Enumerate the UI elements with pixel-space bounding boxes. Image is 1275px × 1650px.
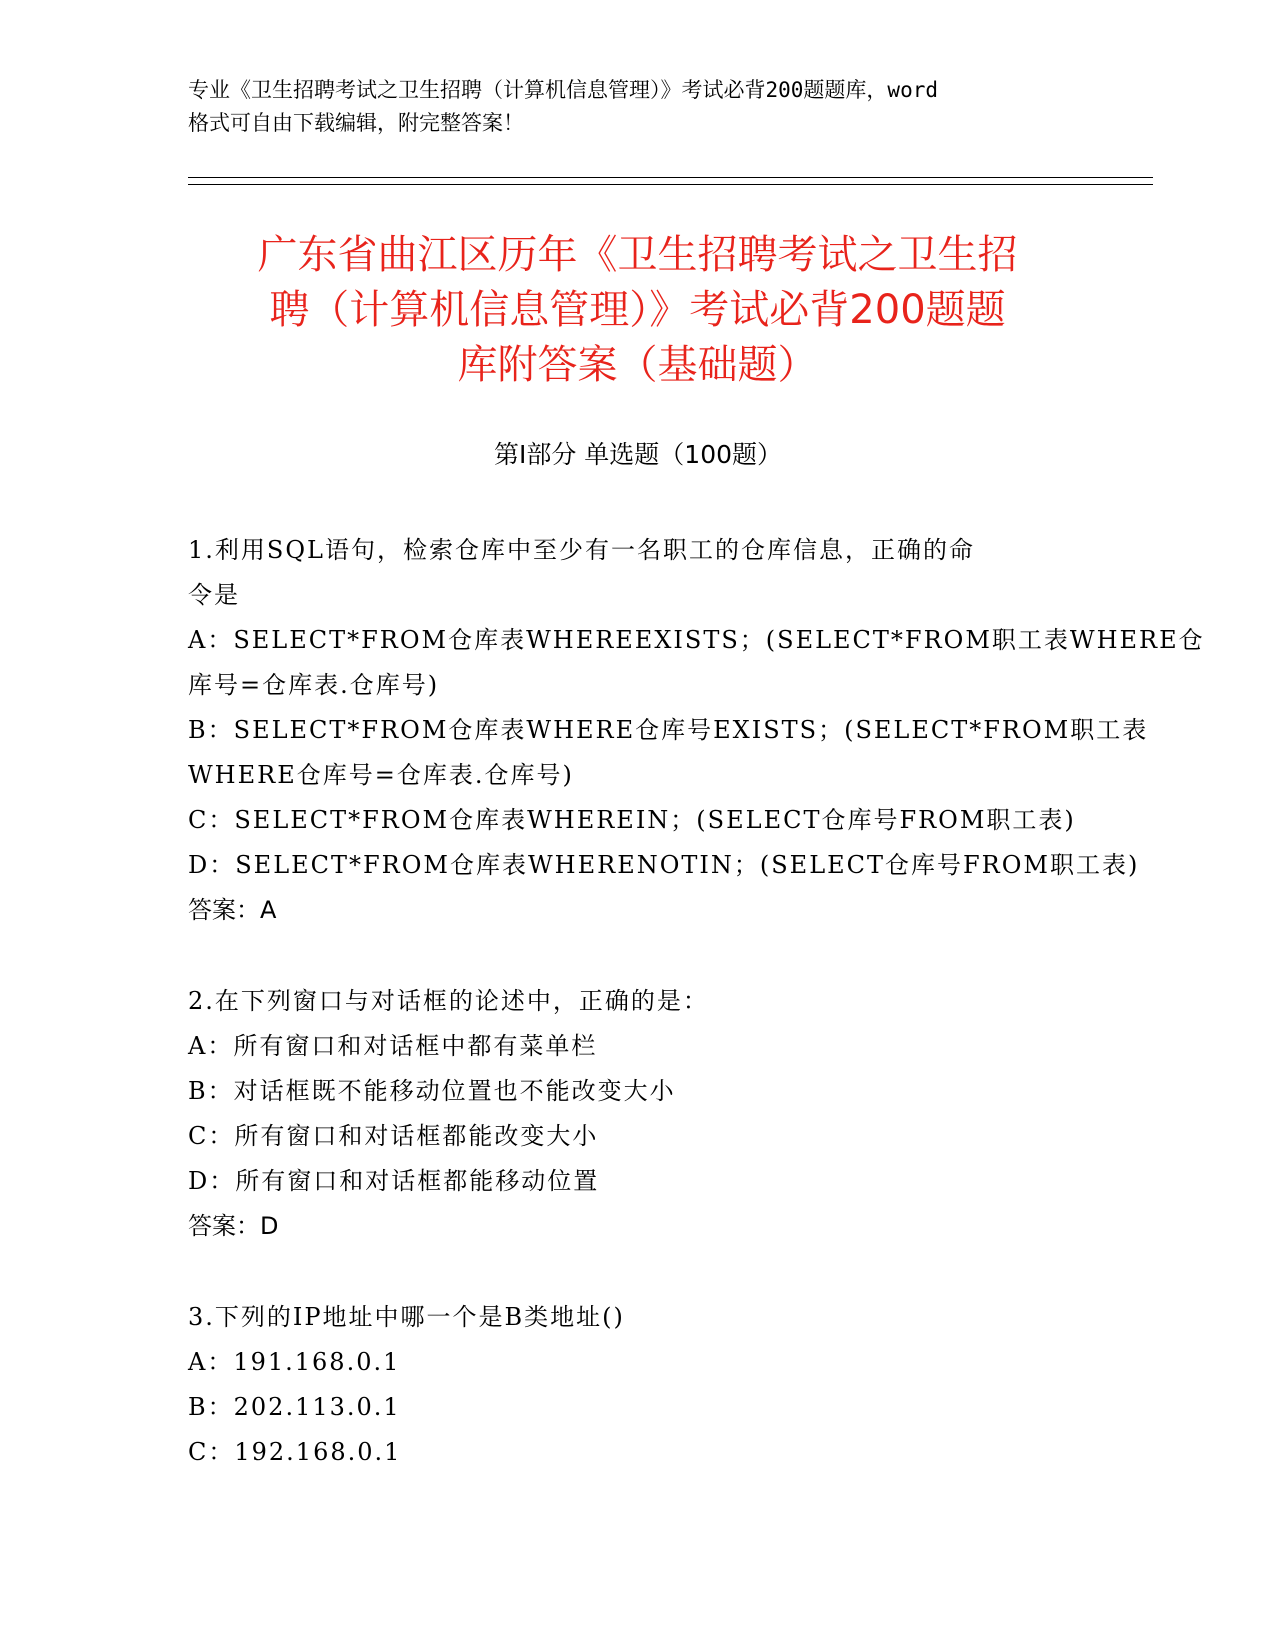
header-note — [188, 74, 1088, 140]
document-title-line: 聘（计算机信息管理）》考试必背200题题 — [269, 287, 1006, 333]
option-d: D：所有窗口和对话框都能移动位置 — [188, 1167, 600, 1195]
divider-line — [188, 177, 1153, 178]
question-1 — [188, 528, 1205, 933]
option-a: 库号=仓库表.仓库号) — [188, 671, 440, 699]
option-b: B：对话框既不能移动位置也不能改变大小 — [188, 1077, 676, 1105]
divider-line — [188, 184, 1153, 185]
answer-line: 答案：A — [188, 896, 277, 924]
option-a: A：所有窗口和对话框中都有菜单栏 — [188, 1032, 598, 1060]
option-b: B：202.113.0.1 — [188, 1393, 401, 1421]
option-c: C：192.168.0.1 — [188, 1438, 402, 1466]
question-list — [188, 528, 1205, 1521]
document-title-line: 库附答案（基础题） — [457, 342, 818, 388]
document-title — [190, 228, 1085, 393]
option-b: WHERE仓库号=仓库表.仓库号) — [188, 761, 574, 789]
question-stem: 3.下列的IP地址中哪一个是B类地址() — [188, 1303, 625, 1331]
question-stem: 2.在下列窗口与对话框的论述中，正确的是： — [188, 987, 709, 1015]
document-title-line: 广东省曲江区历年《卫生招聘考试之卫生招 — [257, 232, 1018, 278]
option-a: A：SELECT*FROM仓库表WHEREEXISTS；(SELECT*FROM职工表WHERE仓 — [188, 626, 1205, 654]
question-stem: 令是 — [188, 581, 240, 609]
question-3 — [188, 1295, 1088, 1475]
question-2 — [188, 979, 1088, 1249]
option-a: A：191.168.0.1 — [188, 1348, 401, 1376]
option-d: D：SELECT*FROM仓库表WHERENOTIN；(SELECT仓库号FROM职工表) — [188, 851, 1140, 879]
option-c: C：SELECT*FROM仓库表WHEREIN；(SELECT仓库号FROM职工表) — [188, 806, 1076, 834]
header-note-line: 格式可自由下载编辑，附完整答案！ — [188, 111, 524, 135]
option-c: C：所有窗口和对话框都能改变大小 — [188, 1122, 599, 1150]
section-heading: 第Ⅰ部分 单选题（100题） — [493, 440, 783, 469]
question-stem: 1.利用SQL语句，检索仓库中至少有一名职工的仓库信息，正确的命 — [188, 536, 975, 564]
option-b: B：SELECT*FROM仓库表WHERE仓库号EXISTS；(SELECT*FROM职工表 — [188, 716, 1149, 744]
answer-line: 答案：D — [188, 1212, 279, 1240]
header-note-line: 专业《卫生招聘考试之卫生招聘（计算机信息管理）》考试必背200题题库，word — [188, 78, 938, 102]
